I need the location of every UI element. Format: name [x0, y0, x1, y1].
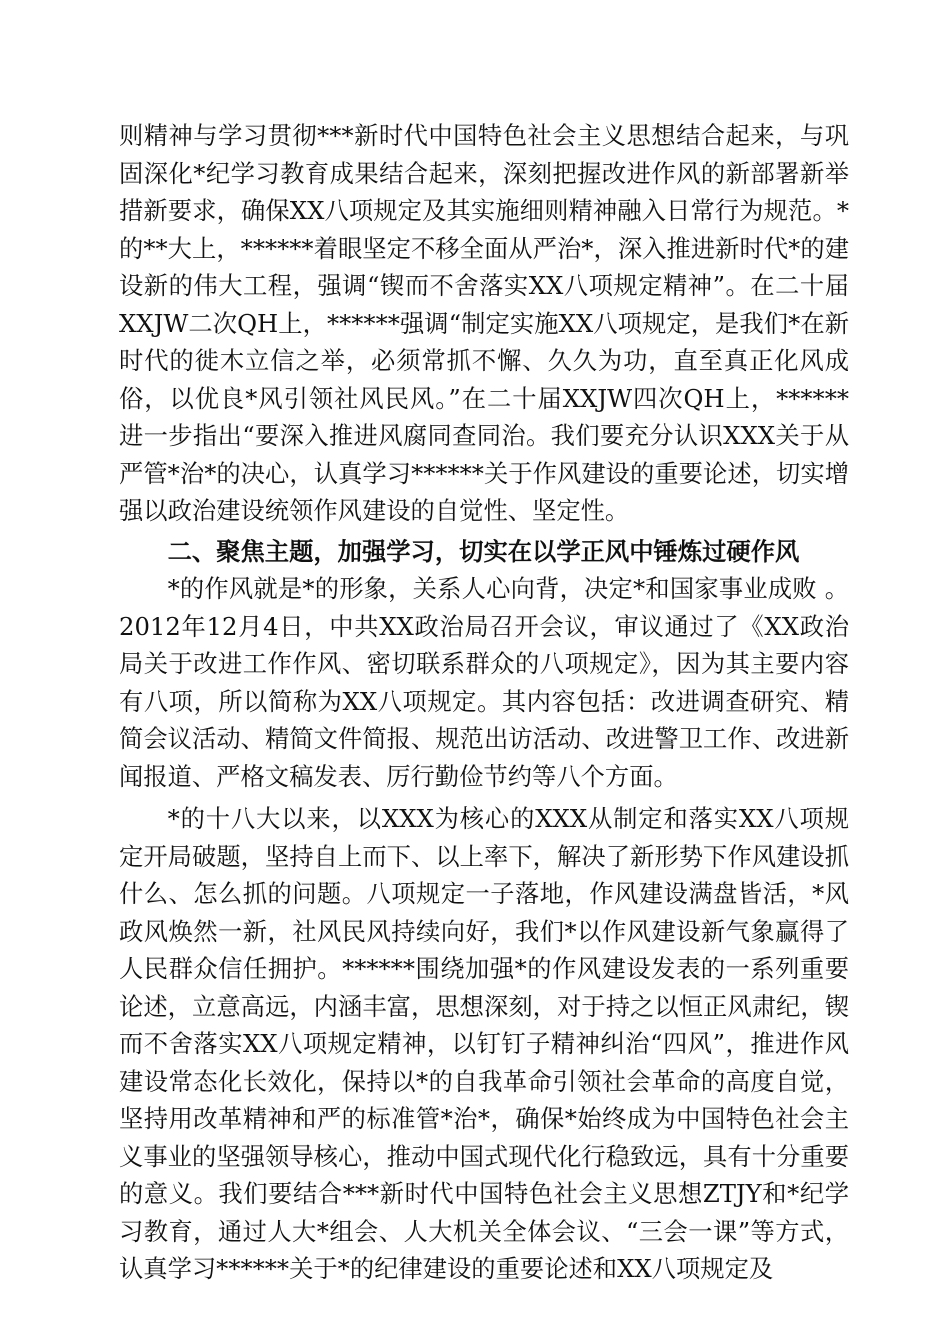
document-body	[119, 117, 849, 1288]
paragraph: *的十八大以来，以XXX为核心的XXX从制定和落实XX八项规定开局破题，坚持自上而下、以上率下，解决了新形势下作风建设抓什么、怎么抓的问题。八项规定一子落地，作风建设满盘皆活，*风政风焕然一新，社风民风持续向好，我们*以作风建设新气象赢得了人民群众信任拥护。******围绕加强*的作风建设发表的一系列重要论述，立意高远，内涵丰富，思想深刻，对于持之以恒正风肃纪，锲而不舍落实XX八项规定精神，以钉钉子精神纠治“四风”，推进作风建设常态化长效化，保持以*的自我革命引领社会革命的高度自觉，坚持用改革精神和严的标准管*治*，确保*始终成为中国特色社会主义事业的坚强领导核心，推动中国式现代化行稳致远，具有十分重要的意义。我们要结合***新时代中国特色社会主义思想ZTJY和*纪学习教育，通过人大*组会、人大机关全体会议、“三会一课”等方式，认真学习******关于*的纪律建设的重要论述和XX八项规定及	[119, 804, 849, 1283]
section-heading: 二、聚焦主题，加强学习，切实在以学正风中锤炼过硬作风	[167, 536, 800, 566]
paragraph: *的作风就是*的形象，关系人心向背，决定*和国家事业成败 。2012年12月4日，中共XX政治局召开会议，审议通过了《XX政治局关于改进工作作风、密切联系群众的八项规定》，因为其主要内容有八项，所以简称为XX八项规定。其内容包括：改进调查研究、精简会议活动、精简文件简报、规范出访活动、改进警卫工作、改进新闻报道、严格文稿发表、厉行勤俭节约等八个方面。	[119, 574, 849, 791]
paragraph-continuation: 则精神与学习贯彻***新时代中国特色社会主义思想结合起来，与巩固深化*纪学习教育成果结合起来，深刻把握改进作风的新部署新举措新要求，确保XX八项规定及其实施细则精神融入日常行为规范。*的**大上，******着眼坚定不移全面从严治*，深入推进新时代*的建设新的伟大工程，强调“锲而不舍落实XX八项规定精神”。在二十届XXJW二次QH上，******强调“制定实施XX八项规定，是我们*在新时代的徙木立信之举，必须常抓不懈、久久为功，直至真正化风成俗，以优良*风引领社风民风。”在二十届XXJW四次QH上，******进一步指出“要深入推进风腐同查同治。我们要充分认识XXX关于从严管*治*的决心，认真学习******关于作风建设的重要论述，切实增强以政治建设统领作风建设的自觉性、坚定性。	[119, 121, 849, 525]
